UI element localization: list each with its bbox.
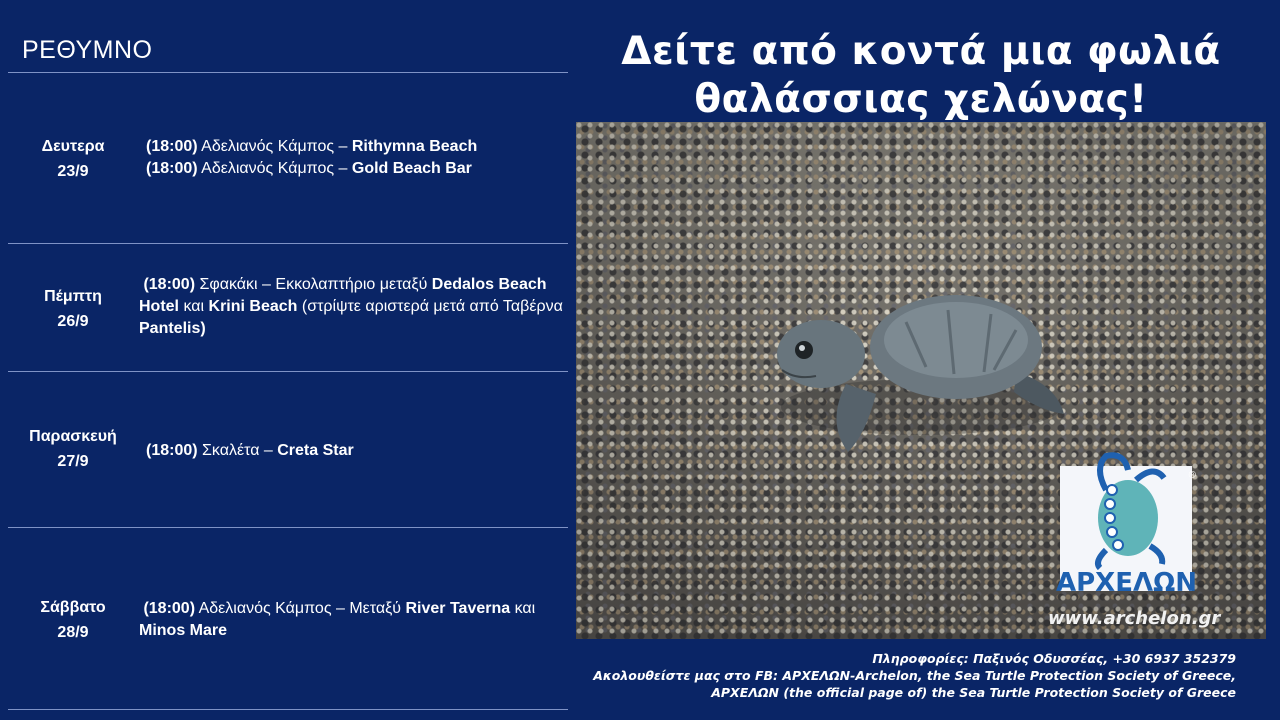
event-place: Αδελιανός Κάμπος – Μεταξύ — [198, 600, 406, 617]
schedule-events — [139, 598, 571, 642]
event-spot: Gold Beach Bar — [351, 160, 472, 177]
event-time: (18:00) — [146, 160, 198, 177]
event-line — [146, 158, 578, 180]
divider — [8, 709, 568, 710]
divider — [8, 243, 568, 244]
day-name: Παρασκευή — [29, 428, 117, 445]
event-time: (18:00) — [146, 442, 198, 459]
schedule-events — [146, 440, 578, 462]
event-line — [139, 274, 571, 340]
registered-mark: ® — [1188, 470, 1196, 481]
footer-line: ΑΡΧΕΛΩΝ (the official page of) the Sea Turtle Protection Society of Greece — [711, 685, 1236, 700]
event-place: Σφακάκι – Εκκολαπτήριο μεταξύ — [199, 276, 432, 293]
event-place: Αδελιανός Κάμπος – — [201, 138, 352, 155]
day-name: Σάββατο — [40, 599, 106, 616]
event-time: (18:00) — [143, 276, 196, 293]
event-spot: River Taverna — [405, 600, 511, 617]
archelon-logo — [1056, 450, 1196, 600]
logo-wordmark: ΑΡΧΕΛΩΝ — [1056, 568, 1197, 598]
day-date: 26/9 — [57, 313, 89, 330]
event-time: (18:00) — [143, 600, 196, 617]
event-spot: Rithymna Beach — [351, 138, 478, 155]
event-place: Σκαλέτα – — [202, 442, 278, 459]
divider — [8, 371, 568, 372]
turtle-logo-icon — [1066, 450, 1176, 570]
day-date: 23/9 — [57, 163, 89, 180]
schedule-events — [146, 136, 578, 180]
website-url: www.archelon.gr — [1048, 608, 1221, 629]
day-name: Δευτερα — [41, 138, 105, 155]
footer-info — [556, 650, 1236, 701]
event-line — [146, 136, 578, 158]
schedule-events — [139, 274, 571, 340]
divider — [8, 72, 568, 73]
event-spot: Dedalos Beach Hotel — [139, 276, 547, 315]
day-date: 27/9 — [57, 453, 89, 470]
event-line — [139, 598, 571, 642]
schedule-day — [10, 284, 136, 334]
event-spot: Minos Mare — [139, 622, 228, 639]
event-line — [146, 440, 578, 462]
event-place: Αδελιανός Κάμπος – — [201, 160, 352, 177]
region-heading: ΡΕΘΥΜΝΟ — [22, 36, 153, 64]
event-spot: Krini Beach — [208, 298, 298, 315]
footer-line: Πληροφορίες: Παξινός Οδυσσέας, +30 6937 352379 — [872, 651, 1236, 666]
schedule-day — [10, 595, 136, 645]
divider — [8, 527, 568, 528]
schedule-day — [10, 424, 136, 474]
event-spot: Creta Star — [277, 442, 354, 459]
day-name: Πέμπτη — [44, 288, 102, 305]
event-time: (18:00) — [146, 138, 198, 155]
headline — [576, 28, 1266, 124]
event-and: και — [183, 298, 205, 315]
event-spot: Pantelis) — [139, 320, 206, 337]
footer-line: Ακολουθείστε μας στο FB: ΑΡΧΕΛΩΝ-Archelon, the Sea Turtle Protection Society of Greece, — [593, 668, 1236, 683]
turtle-photo — [576, 122, 1266, 639]
day-date: 28/9 — [57, 624, 89, 641]
event-and: και — [514, 600, 536, 617]
headline-line: Δείτε από κοντά μια φωλιά — [621, 29, 1221, 74]
headline-line: θαλάσσιας χελώνας! — [694, 77, 1148, 122]
schedule-day — [10, 134, 136, 184]
event-note: (στρίψτε αριστερά μετά από Ταβέρνα — [301, 298, 563, 315]
